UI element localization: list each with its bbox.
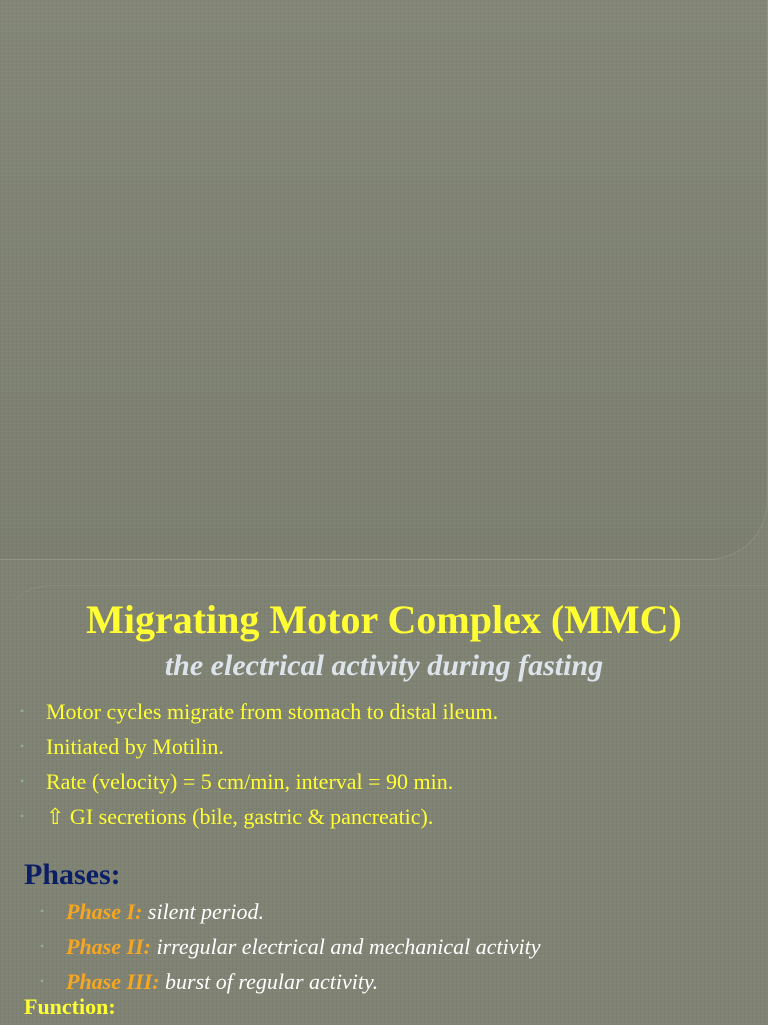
- function-heading: Function:: [24, 994, 116, 1019]
- bullet-text: Motor cycles migrate from stomach to distal ileum.: [46, 699, 499, 724]
- phase-separator: :: [152, 969, 160, 994]
- phase-name: Phase III: [66, 969, 153, 994]
- bullet-dot-icon: •: [40, 974, 45, 988]
- phase-item: [40, 896, 541, 931]
- bullet-dot-icon: •: [20, 704, 25, 718]
- fact-bullet-list: [20, 696, 498, 836]
- phase-separator: :: [143, 934, 151, 959]
- bullet-dot-icon: •: [20, 809, 25, 823]
- phase-name: Phase I: [66, 899, 136, 924]
- phase-description: burst of regular activity.: [159, 969, 379, 994]
- phase-list: [40, 896, 541, 1001]
- phase-description: irregular electrical and mechanical activity: [150, 934, 541, 959]
- phase-name: Phase II: [66, 934, 144, 959]
- bullet-item: [20, 731, 498, 766]
- bullet-dot-icon: •: [40, 904, 45, 918]
- bullet-item: [20, 696, 498, 731]
- bullet-text: Initiated by Motilin.: [46, 734, 224, 759]
- bullet-text: Rate (velocity) = 5 cm/min, interval = 90 min.: [46, 769, 454, 794]
- bullet-dot-icon: •: [20, 774, 25, 788]
- slide-title: Migrating Motor Complex (MMC): [86, 597, 682, 642]
- phases-heading: Phases:: [24, 858, 121, 891]
- phase-description: silent period.: [142, 899, 264, 924]
- bullet-item: [20, 766, 498, 801]
- bullet-dot-icon: •: [20, 739, 25, 753]
- phase-item: [40, 931, 541, 966]
- phase-separator: :: [135, 899, 143, 924]
- bullet-item: [20, 801, 498, 836]
- slide-subtitle: the electrical activity during fasting: [164, 649, 604, 682]
- bullet-text: ⇧ GI secretions (bile, gastric & pancreatic).: [46, 804, 434, 829]
- bullet-dot-icon: •: [40, 939, 45, 953]
